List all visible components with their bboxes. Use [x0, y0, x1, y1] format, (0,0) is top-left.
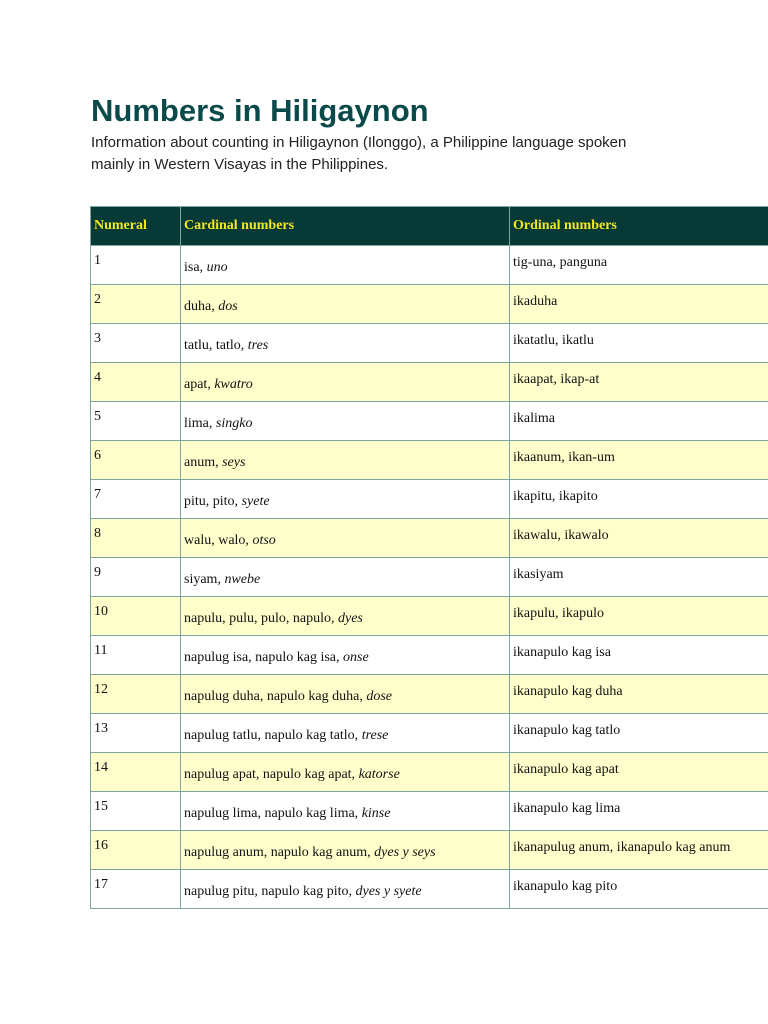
cardinal-native: duha, [184, 299, 219, 314]
cardinal-cell [181, 480, 510, 519]
cardinal-value [184, 845, 436, 861]
cardinal-cell [181, 441, 510, 480]
ordinal-cell [510, 714, 768, 753]
numeral-value: 11 [94, 643, 108, 658]
cardinal-value [184, 650, 369, 666]
ordinal-cell [510, 480, 768, 519]
ordinal-value: ikapulu, ikapulo [513, 606, 604, 621]
table-row [91, 285, 768, 324]
table-row [91, 363, 768, 402]
cardinal-value [184, 455, 245, 471]
cardinal-native: tatlu, tatlo, [184, 338, 248, 353]
cardinal-cell [181, 324, 510, 363]
numeral-cell [91, 870, 181, 909]
ordinal-value: ikaanum, ikan-um [513, 450, 615, 465]
cardinal-spanish: singko [215, 416, 253, 431]
cardinal-native: pitu, pito, [184, 494, 242, 509]
ordinal-cell [510, 285, 768, 324]
ordinal-value: ikanapulo kag pito [513, 879, 618, 894]
cardinal-spanish: otso [252, 533, 276, 548]
cardinal-cell [181, 831, 510, 870]
numeral-cell [91, 363, 181, 402]
cardinal-value [184, 416, 252, 432]
table-row [91, 324, 768, 363]
numeral-cell [91, 285, 181, 324]
cardinal-value [184, 572, 260, 588]
cardinal-native: napulug tatlu, napulo kag tatlo, [184, 728, 362, 743]
ordinal-value: ikatatlu, ikatlu [513, 333, 594, 348]
cardinal-value [184, 611, 363, 627]
cardinal-cell [181, 792, 510, 831]
cardinal-native: anum, [184, 455, 223, 470]
numeral-cell [91, 792, 181, 831]
ordinal-cell [510, 636, 768, 675]
cardinal-native: isa, [184, 260, 207, 275]
ordinal-cell [510, 324, 768, 363]
ordinal-value: ikanapulo kag apat [513, 762, 619, 777]
numeral-value: 17 [94, 877, 108, 892]
page-title: Numbers in Hiligaynon [91, 93, 429, 128]
ordinal-value: ikanapulo kag tatlo [513, 723, 621, 738]
cardinal-value [184, 767, 400, 783]
cardinal-value [184, 806, 390, 822]
cardinal-spanish: syete [241, 494, 270, 509]
numeral-value: 7 [94, 487, 101, 502]
cardinal-spanish: nwebe [224, 572, 261, 587]
cardinal-cell [181, 246, 510, 285]
table-row [91, 246, 768, 285]
cardinal-cell [181, 558, 510, 597]
ordinal-value: ikaapat, ikap-at [513, 372, 600, 387]
ordinal-value: ikawalu, ikawalo [513, 528, 609, 543]
cardinal-cell [181, 402, 510, 441]
numeral-value: 13 [94, 721, 108, 736]
cardinal-spanish: kinse [361, 806, 391, 821]
table-header-row [91, 207, 768, 246]
table-row [91, 714, 768, 753]
header-cardinal: Cardinal numbers [181, 207, 510, 246]
numeral-value: 9 [94, 565, 101, 580]
table-row [91, 870, 768, 909]
cardinal-value [184, 338, 268, 354]
numbers-table [90, 206, 768, 909]
ordinal-value: ikanapulo kag duha [513, 684, 623, 699]
cardinal-spanish: seys [222, 455, 246, 470]
table-row [91, 519, 768, 558]
cardinal-native: napulug anum, napulo kag anum, [184, 845, 375, 860]
cardinal-native: apat, [184, 377, 215, 392]
cardinal-cell [181, 714, 510, 753]
cardinal-spanish: onse [343, 650, 369, 665]
numeral-value: 2 [94, 292, 101, 307]
numeral-cell [91, 831, 181, 870]
cardinal-native: walu, walo, [184, 533, 253, 548]
cardinal-value [184, 377, 253, 393]
cardinal-spanish: tres [247, 338, 269, 353]
cardinal-cell [181, 285, 510, 324]
ordinal-cell [510, 246, 768, 285]
numeral-value: 5 [94, 409, 101, 424]
cardinal-value [184, 299, 238, 315]
ordinal-cell [510, 675, 768, 714]
cardinal-spanish: trese [361, 728, 389, 743]
cardinal-spanish: dose [366, 689, 393, 704]
cardinal-value [184, 260, 228, 276]
cardinal-spanish: uno [206, 260, 228, 275]
cardinal-spanish: dyes y syete [355, 884, 422, 899]
table-row [91, 831, 768, 870]
ordinal-cell [510, 870, 768, 909]
numeral-cell [91, 402, 181, 441]
ordinal-cell [510, 558, 768, 597]
cardinal-native: napulug isa, napulo kag isa, [184, 650, 344, 665]
ordinal-value: ikanapulo kag isa [513, 645, 611, 660]
table-row [91, 441, 768, 480]
table-body [91, 246, 768, 909]
ordinal-value: tig-una, panguna [513, 255, 608, 270]
cardinal-cell [181, 636, 510, 675]
ordinal-value: ikalima [513, 411, 555, 426]
cardinal-native: siyam, [184, 572, 225, 587]
table-row [91, 402, 768, 441]
numeral-value: 3 [94, 331, 101, 346]
numeral-value: 1 [94, 253, 101, 268]
header-ordinal: Ordinal numbers [510, 207, 768, 246]
numeral-value: 8 [94, 526, 101, 541]
numeral-cell [91, 558, 181, 597]
numeral-cell [91, 519, 181, 558]
numeral-value: 16 [94, 838, 108, 853]
cardinal-native: napulug duha, napulo kag duha, [184, 689, 367, 704]
ordinal-value: ikapitu, ikapito [513, 489, 598, 504]
numeral-value: 14 [94, 760, 108, 775]
numeral-cell [91, 753, 181, 792]
table-row [91, 558, 768, 597]
numeral-value: 12 [94, 682, 108, 697]
numeral-cell [91, 636, 181, 675]
cardinal-spanish: dyes y seys [374, 845, 436, 860]
cardinal-spanish: dos [218, 299, 238, 314]
cardinal-native: napulug apat, napulo kag apat, [184, 767, 359, 782]
table-row [91, 636, 768, 675]
numeral-cell [91, 675, 181, 714]
intro-paragraph: Information about counting in Hiligaynon (Ilonggo), a Philippine language spoken mainly in Western Visayas in the Philippines. [91, 134, 627, 173]
table-row [91, 480, 768, 519]
cardinal-native: napulug lima, napulo kag lima, [184, 806, 362, 821]
ordinal-value: ikasiyam [513, 567, 564, 582]
numeral-cell [91, 714, 181, 753]
cardinal-value [184, 494, 270, 510]
numeral-cell [91, 324, 181, 363]
ordinal-cell [510, 441, 768, 480]
ordinal-value: ikanapulug anum, ikanapulo kag anum [513, 840, 731, 855]
cardinal-cell [181, 597, 510, 636]
cardinal-native: lima, [184, 416, 216, 431]
header-numeral: Numeral [91, 207, 181, 246]
cardinal-cell [181, 675, 510, 714]
ordinal-cell [510, 831, 768, 870]
numeral-cell [91, 480, 181, 519]
cardinal-cell [181, 870, 510, 909]
cardinal-value [184, 533, 276, 549]
cardinal-spanish: kwatro [214, 377, 253, 392]
numeral-cell [91, 597, 181, 636]
numeral-value: 4 [94, 370, 101, 385]
ordinal-cell [510, 597, 768, 636]
cardinal-spanish: katorse [358, 767, 400, 782]
table-row [91, 597, 768, 636]
numeral-value: 10 [94, 604, 108, 619]
ordinal-cell [510, 753, 768, 792]
cardinal-cell [181, 753, 510, 792]
table-row [91, 675, 768, 714]
numeral-value: 15 [94, 799, 108, 814]
ordinal-cell [510, 519, 768, 558]
ordinal-cell [510, 363, 768, 402]
table-row [91, 753, 768, 792]
cardinal-spanish: dyes [338, 611, 363, 626]
cardinal-cell [181, 519, 510, 558]
ordinal-value: ikaduha [513, 294, 558, 309]
ordinal-value: ikanapulo kag lima [513, 801, 621, 816]
ordinal-cell [510, 402, 768, 441]
numeral-value: 6 [94, 448, 101, 463]
cardinal-value [184, 689, 392, 705]
numeral-cell [91, 441, 181, 480]
ordinal-cell [510, 792, 768, 831]
cardinal-cell [181, 363, 510, 402]
cardinal-native: napulug pitu, napulo kag pito, [184, 884, 356, 899]
table-row [91, 792, 768, 831]
numeral-cell [91, 246, 181, 285]
cardinal-value [184, 728, 388, 744]
cardinal-native: napulu, pulu, pulo, napulo, [184, 611, 338, 626]
cardinal-value [184, 884, 422, 900]
